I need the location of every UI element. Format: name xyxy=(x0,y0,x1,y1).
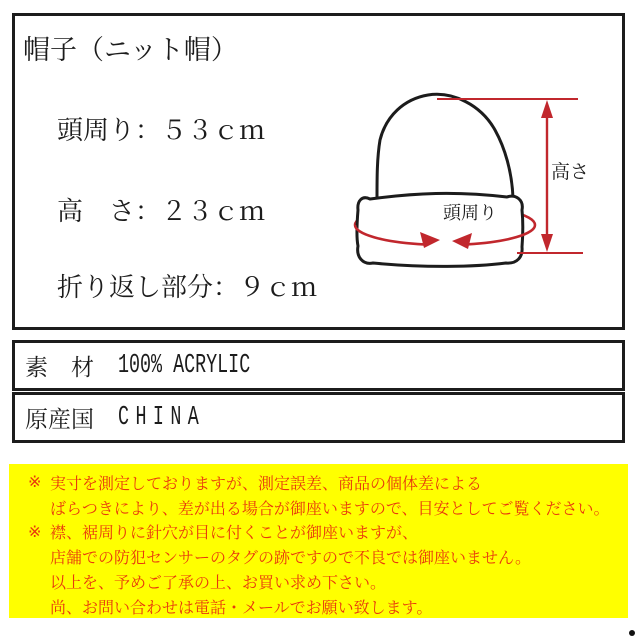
note-marker: ※ xyxy=(28,523,42,541)
notice-text: 尚、お問い合わせは電話・メールでお願い致します。 xyxy=(50,599,433,617)
material-value: 100% ACRYLIC xyxy=(118,350,251,381)
notice-line xyxy=(9,495,628,520)
origin-label: 原産国 xyxy=(25,406,94,432)
notice-line xyxy=(9,520,628,545)
material-row xyxy=(12,340,625,391)
notice-line xyxy=(9,470,628,495)
notice-line xyxy=(9,569,628,594)
notice-text: 店舗での防犯センサーのタグの跡ですので不良では御座いません。 xyxy=(50,550,531,568)
origin-value: CHINA xyxy=(118,402,206,433)
notice-text: ばらつきにより、差が出る場合が御座いますので、目安としてご覧ください。 xyxy=(50,500,610,518)
measurement-head-circumference: 頭周り：５３ｃｍ xyxy=(57,115,266,145)
origin-row xyxy=(12,392,625,443)
measurement-height: 高 さ：２３ｃｍ xyxy=(57,196,266,226)
notice-text: 実寸を測定しておりますが、測定誤差、商品の個体差による xyxy=(50,475,483,493)
material-label: 素 材 xyxy=(25,354,94,380)
size-spec-box xyxy=(12,13,625,330)
notice-line xyxy=(9,544,628,569)
notice-text: 襟、裾周りに針穴が目に付くことが御座いますが、 xyxy=(50,525,419,543)
notice-box xyxy=(9,464,628,618)
notice-line xyxy=(9,594,628,619)
circumference-label: 頭周り xyxy=(443,203,497,223)
period-dot xyxy=(629,630,635,636)
hat-brim-outline xyxy=(357,193,523,266)
hat-crown-outline xyxy=(377,94,513,198)
notice-text: 以上を、予めご了承の上、お買い求め下さい。 xyxy=(50,575,387,593)
hat-diagram xyxy=(340,80,622,280)
height-arrowhead-top xyxy=(541,100,553,118)
product-title: 帽子（ニット帽） xyxy=(23,35,238,65)
height-dimension-label: 高さ xyxy=(551,162,590,183)
note-marker: ※ xyxy=(28,474,42,492)
measurement-fold: 折り返し部分：９ｃｍ xyxy=(57,272,318,302)
height-arrowhead-bottom xyxy=(541,234,553,252)
